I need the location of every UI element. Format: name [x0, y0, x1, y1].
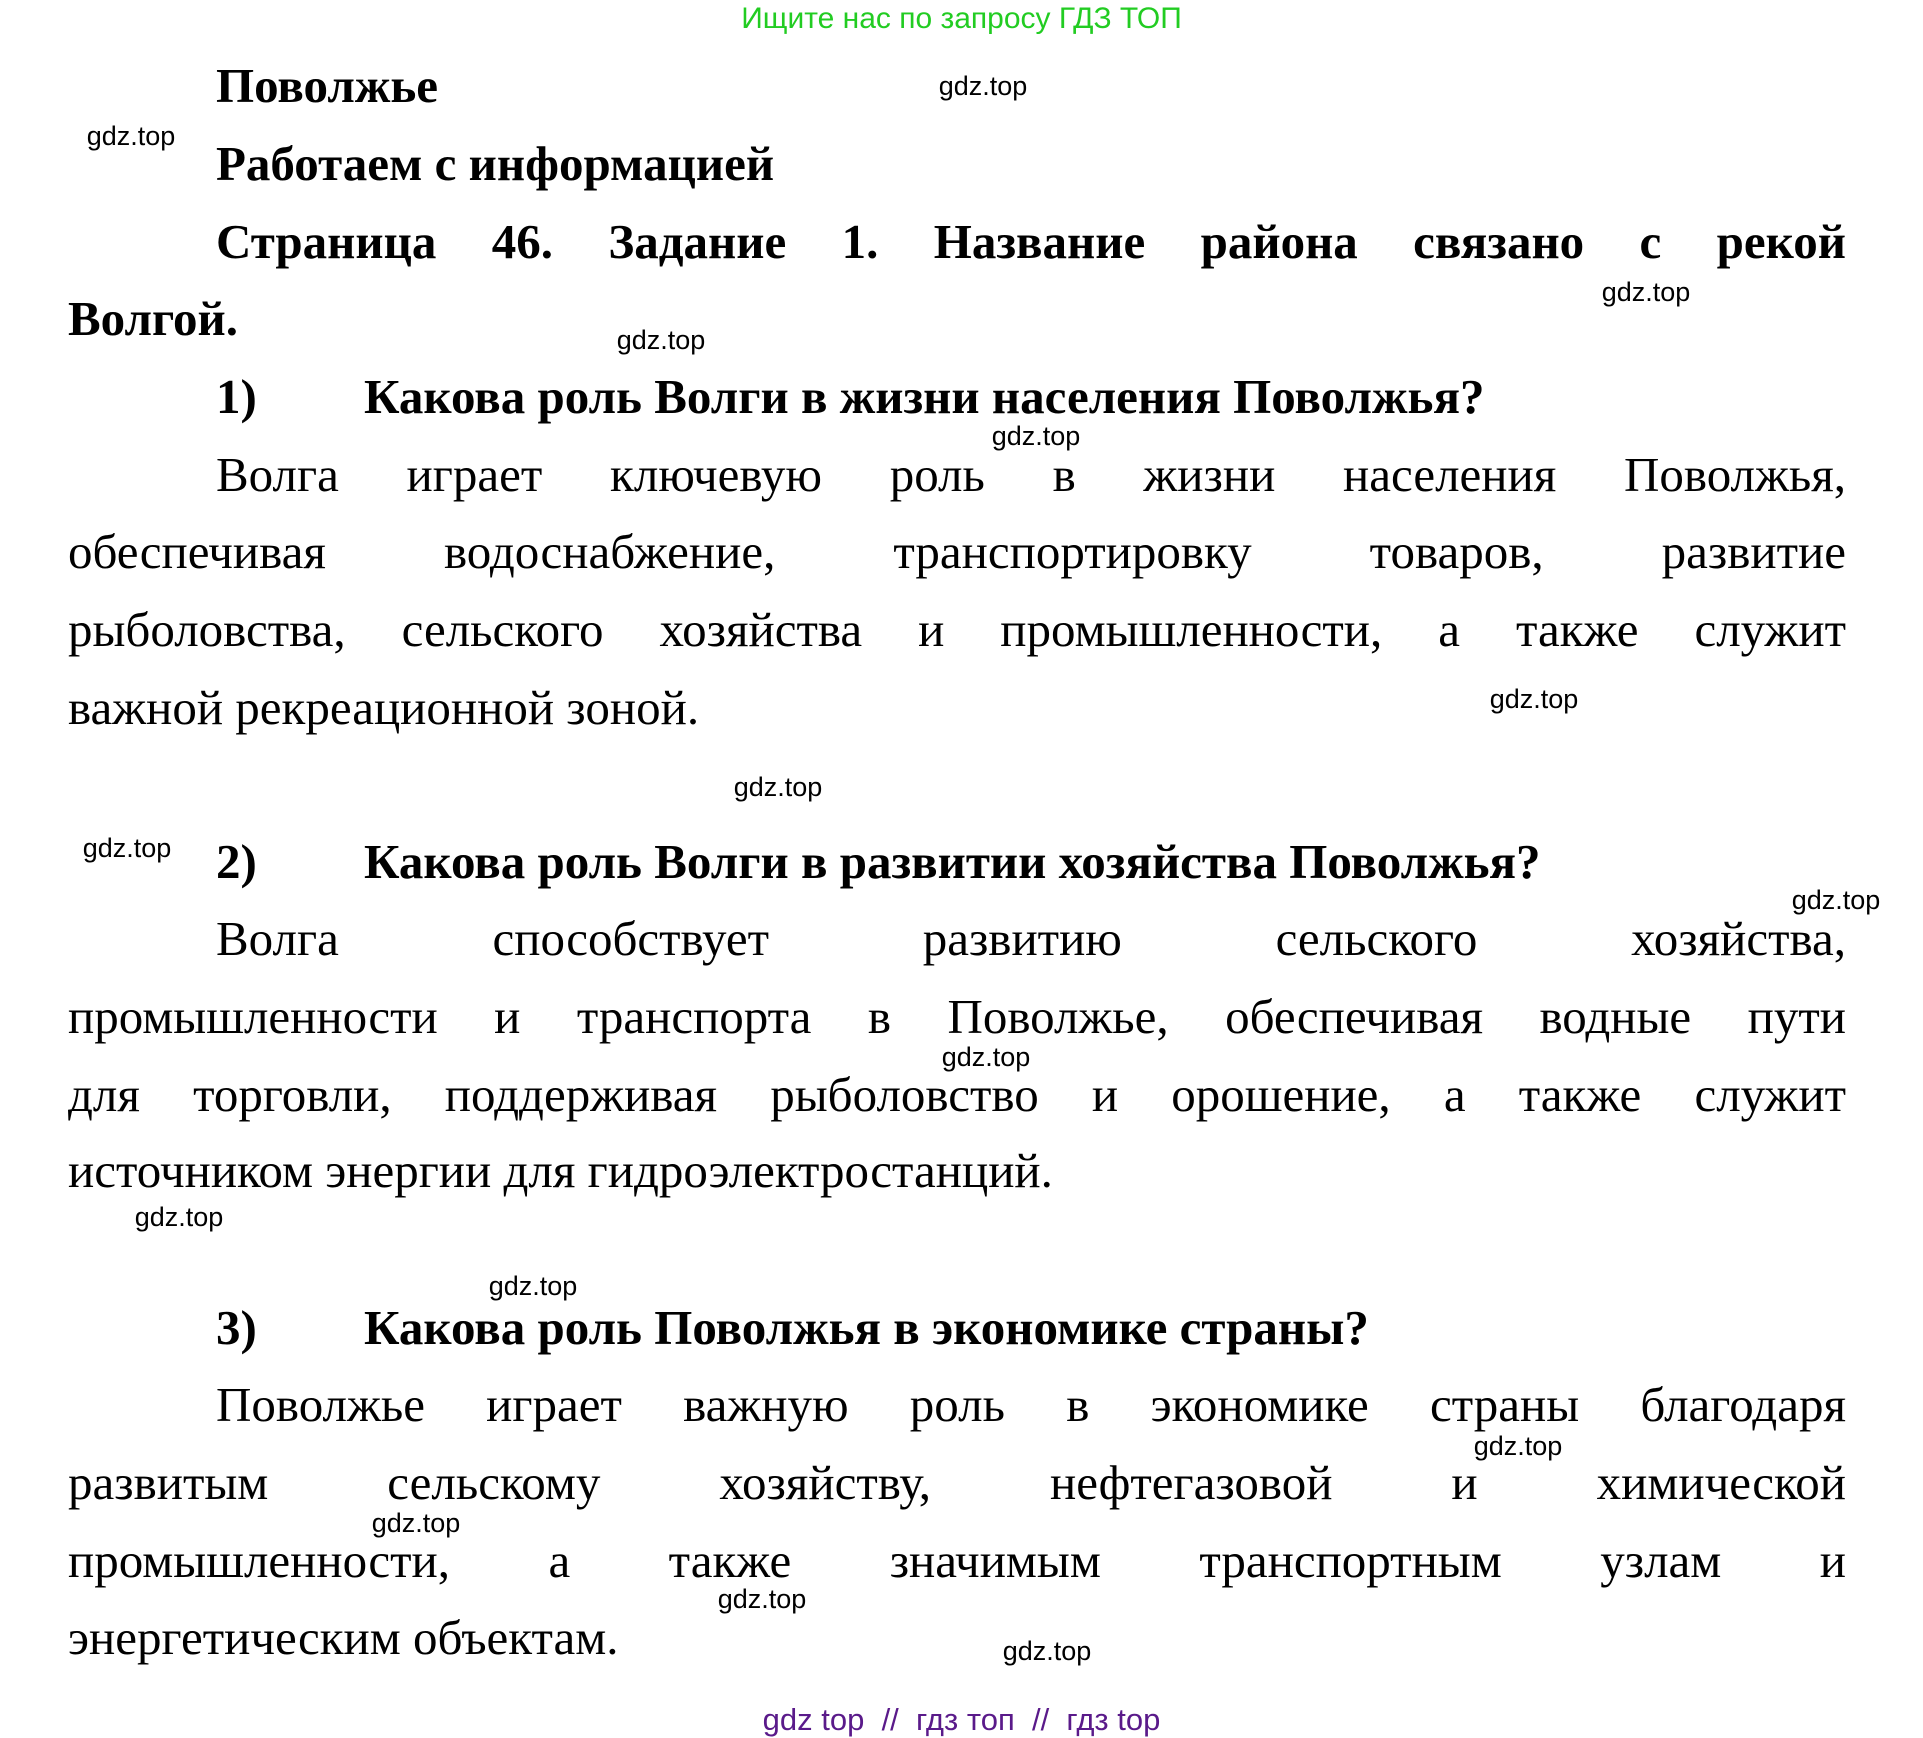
- watermark: gdz.top: [1489, 684, 1579, 714]
- question-number: 2): [216, 834, 257, 889]
- watermark: gdz.top: [1791, 885, 1881, 915]
- question-text: Какова роль Поволжья в экономике страны?: [364, 1300, 1369, 1355]
- answer-line: рыболовства, сельского хозяйства и промышленности, а также служит: [68, 602, 1846, 657]
- watermark: gdz.top: [733, 772, 823, 802]
- answer-line: Волга способствует развитию сельского хозяйства,: [216, 911, 1846, 966]
- section-heading: Работаем с информацией: [216, 136, 775, 191]
- answer-line: развитым сельскому хозяйству, нефтегазовой и химической: [68, 1455, 1846, 1510]
- watermark: gdz.top: [371, 1508, 461, 1538]
- watermark: gdz.top: [1002, 1636, 1092, 1666]
- answer-line: промышленности и транспорта в Поволжье, обеспечивая водные пути: [68, 989, 1846, 1044]
- footer-watermark: gdz top // гдз топ // гдз top: [762, 1702, 1161, 1737]
- question-number: 1): [216, 369, 257, 424]
- answer-line: промышленности, а также значимым транспортным узлам и: [68, 1533, 1846, 1588]
- watermark: gdz.top: [938, 71, 1028, 101]
- watermark: gdz.top: [488, 1271, 578, 1301]
- answer-line: источником энергии для гидроэлектростанций.: [68, 1143, 1053, 1198]
- watermark: gdz.top: [1473, 1431, 1563, 1461]
- answer-line: важной рекреационной зоной.: [68, 680, 700, 735]
- watermark: gdz.top: [1601, 277, 1691, 307]
- answer-line: обеспечивая водоснабжение, транспортировку товаров, развитие: [68, 524, 1846, 579]
- watermark: gdz.top: [991, 421, 1081, 451]
- watermark: gdz.top: [717, 1584, 807, 1614]
- question-2: [0, 832, 1923, 892]
- answer-line: Поволжье играет важную роль в экономике страны благодаря: [216, 1377, 1846, 1432]
- answer-line: для торговли, поддерживая рыболовство и орошение, а также служит: [68, 1067, 1846, 1122]
- question-text: Какова роль Волги в жизни населения Поволжья?: [364, 369, 1485, 424]
- watermark: gdz.top: [134, 1202, 224, 1232]
- task-heading-line-1: Страница 46. Задание 1. Название района связано с рекой: [216, 214, 1846, 269]
- question-1: [0, 367, 1923, 427]
- search-banner: Ищите нас по запросу ГДЗ ТОП: [741, 2, 1182, 35]
- question-number: 3): [216, 1300, 257, 1355]
- question-3: [0, 1298, 1923, 1358]
- answer-line: энергетическим объектам.: [68, 1610, 619, 1665]
- question-text: Какова роль Волги в развитии хозяйства Поволжья?: [364, 834, 1541, 889]
- page-title: Поволжье: [216, 58, 439, 113]
- watermark: gdz.top: [616, 325, 706, 355]
- watermark: gdz.top: [86, 121, 176, 151]
- watermark: gdz.top: [941, 1042, 1031, 1072]
- task-heading-line-2: Волгой.: [68, 291, 239, 346]
- answer-line: Волга играет ключевую роль в жизни населения Поволжья,: [216, 447, 1846, 502]
- watermark: gdz.top: [82, 833, 172, 863]
